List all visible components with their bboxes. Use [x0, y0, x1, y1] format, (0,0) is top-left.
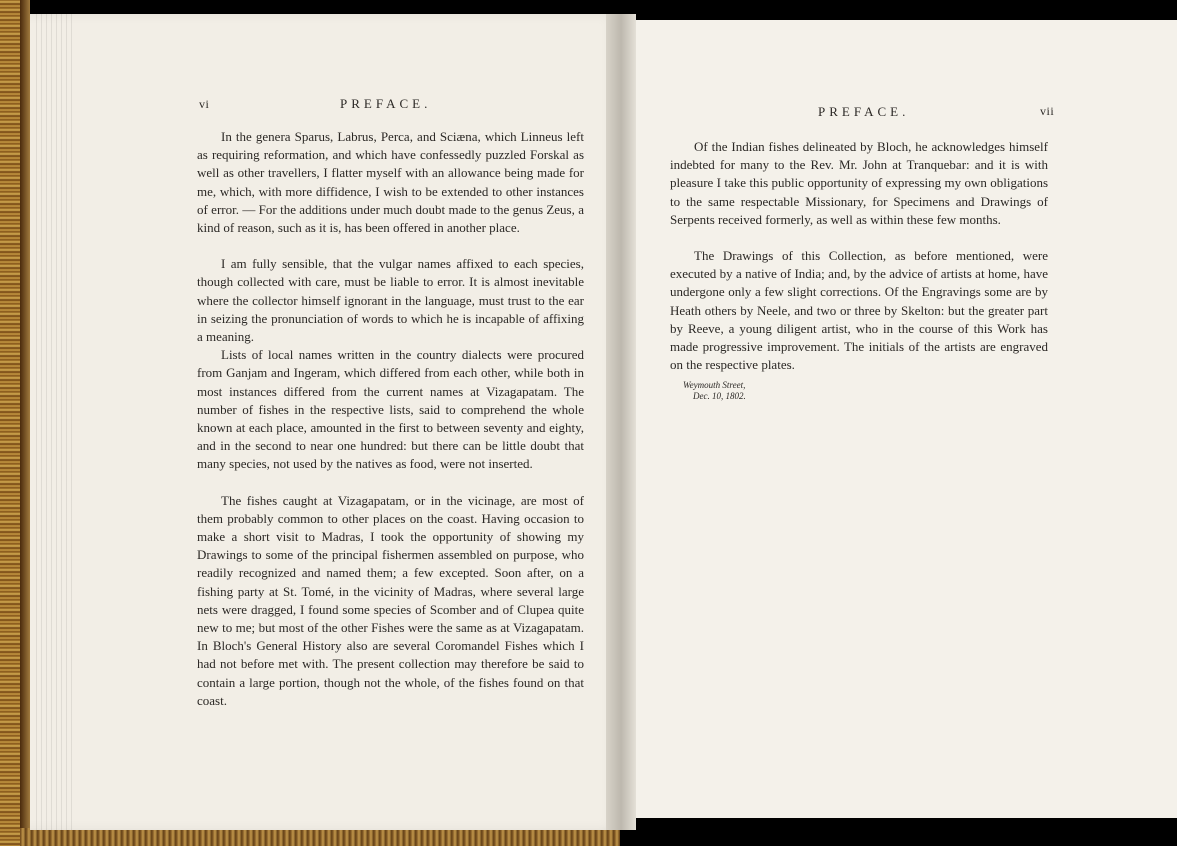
- book-binding-edge: [0, 0, 20, 846]
- left-paragraph-2: I am fully sensible, that the vulgar names affixed to each species, though collected with care, must be liable to error. It is almost inevitable where the collector himself ignorant in the language, must trust to the ear in seizing the pronunciation of words to which he is incapable of affixing a meaning.: [197, 256, 584, 345]
- page-edges: [36, 14, 76, 830]
- right-page-text: [670, 138, 1048, 374]
- right-running-head: PREFACE.: [818, 104, 910, 119]
- book-bottom-edge: [20, 828, 620, 846]
- left-paragraph-4: The fishes caught at Vizagapatam, or in the vicinage, are most of them probably common to other places on the coast. Having occasion to make a short visit to Madras, I took the opportunity of showing my Drawings to some of the principal fishermen assembled on purpose, who readily recognized and named them; a few excepted. Soon after, on a fishing party at St. Tomé, in the vicinity of Madras, where several large nets were dragged, I found some species of Scomber and of Clupea quite new to me; but most of the other Fishes were the same as at Vizagapatam. In Bloch's General History also are several Coromandel Fishes which I had not before met with. The present collection may therefore be said to contain a large portion, though not the whole, of the fishes found on that coast.: [197, 492, 584, 708]
- left-page-text: [197, 128, 584, 710]
- binding-shadow: [20, 0, 30, 846]
- right-paragraph-2: The Drawings of this Collection, as before mentioned, were executed by a native of India; and, by the advice of artists at home, have undergone only a few slight corrections. Of the Engravings some are by Heath others by Neele, and two or three by Skelton: but the greater part by Reeve, a young diligent artist, who in the course of this Work has made progressive improvement. The initials of the artists are engraved on the respective plates.: [670, 248, 1048, 373]
- left-running-head: PREFACE.: [340, 96, 432, 111]
- right-paragraph-1: Of the Indian fishes delineated by Bloch, he acknowledges himself indebted for many to the Rev. Mr. John at Tranquebar: and it is with pleasure I take this public opportunity of expressing my own obligations to the same respectable Missionary, for Specimens and Drawings of Serpents received formerly, as well as within these few months.: [670, 139, 1048, 227]
- signature-block: [683, 380, 746, 402]
- left-paragraph-1: In the genera Sparus, Labrus, Perca, and Sciæna, which Linneus left as requiring reformation, and which have confessedly puzzled Forskal as well as other travellers, I flatter myself with an allowance being made for me, which, with more diffidence, I wish to be extended to other instances of error. — For the additions under much doubt made to the genus Zeus, a kind of reason, such as it is, has been offered in another place.: [197, 129, 584, 236]
- signature-date: Dec. 10, 1802.: [693, 391, 746, 401]
- book-gutter: [606, 14, 636, 830]
- left-paragraph-3: Lists of local names written in the country dialects were procured from Ganjam and Ingeram, which differed from each other, while both in most instances differed from the current names at Vizagapatam. The number of fishes in the respective lists, said to comprehend the whole known at each place, amounted in the first to between seventy and eighty, and in the second to near one hundred: but there can be little doubt that many species, not used by the natives as food, were not inserted.: [197, 347, 584, 472]
- right-folio: vii: [1040, 104, 1055, 118]
- left-folio: vi: [199, 97, 210, 111]
- signature-place: Weymouth Street,: [683, 380, 746, 390]
